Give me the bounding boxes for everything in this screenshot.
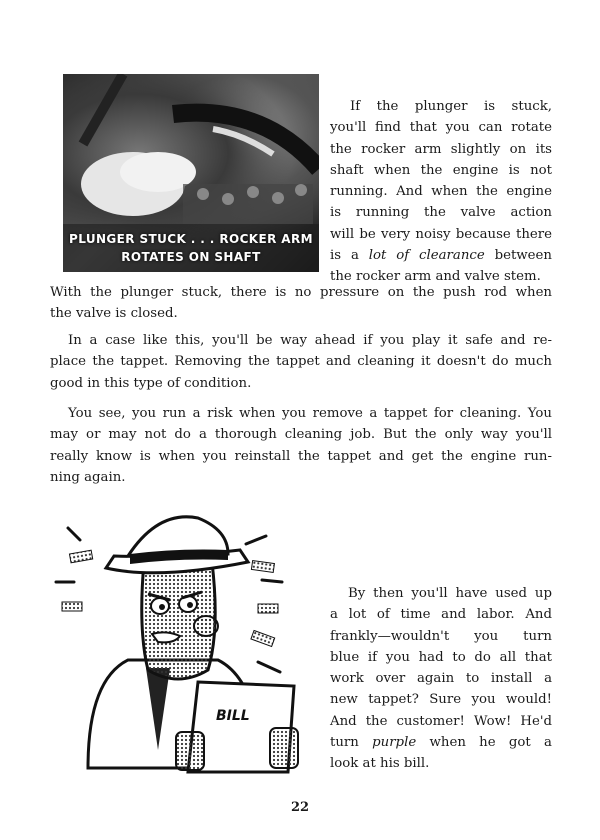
photo-caption-line1: PLUNGER STUCK . . . ROCKER ARM	[69, 232, 313, 246]
text-fragment: is a	[330, 248, 369, 264]
angry-customer-illustration	[48, 510, 328, 780]
text-line: place the tappet. Removing the tappet and cleaning it doesn't do much	[50, 354, 552, 370]
text-line: a lot of time and labor. And	[330, 607, 552, 623]
text-line: You see, you run a risk when you remove a tappet for cleaning. You	[68, 406, 552, 421]
text-line: blue if you had to do all that	[330, 649, 552, 665]
paragraph-run-a-risk	[50, 403, 552, 488]
text-line: you'll find that you can rotate	[330, 120, 552, 136]
text-line: may or may not do a thorough cleaning job. But the only way you'll	[50, 427, 552, 443]
text-line: shaft when the engine is not	[330, 162, 552, 178]
engine-photo	[63, 74, 319, 272]
text-line	[330, 245, 552, 266]
paragraph-no-pressure	[50, 282, 552, 325]
text-line	[330, 732, 552, 753]
page-number: 22	[290, 800, 310, 815]
text-line: really know is when you reinstall the tappet and get the engine run-	[50, 448, 552, 464]
text-line: is running the valve action	[330, 205, 552, 221]
text-line: frankly—wouldn't you turn	[330, 628, 552, 644]
text-line: By then you'll have used up	[348, 586, 552, 601]
angry-customer-cartoon	[48, 510, 328, 780]
emphasis-purple: purple	[372, 735, 417, 751]
text-fragment: turn	[330, 735, 373, 751]
text-line: good in this type of condition.	[50, 375, 252, 391]
text-fragment: when he got a	[416, 735, 552, 751]
text-line: the valve is closed.	[50, 306, 178, 322]
text-line: And the customer! Wow! He'd	[330, 713, 552, 729]
text-line: ning again.	[50, 469, 126, 485]
photo-caption-line2: ROTATES ON SHAFT	[121, 250, 261, 264]
bill-label: BILL	[216, 708, 250, 724]
text-line: the rocker arm slightly on its	[330, 141, 552, 157]
text-line: running. And when the engine	[330, 184, 552, 200]
emphasis-lot-of-clearance: lot of clearance	[368, 248, 485, 264]
text-fragment: between	[484, 248, 552, 264]
text-line: With the plunger stuck, there is no pressure on the push rod when	[50, 285, 552, 300]
photo-caption	[63, 230, 319, 266]
text-line: work over again to install a	[330, 671, 552, 687]
paragraph-replace-tappet	[50, 330, 552, 394]
paragraph-time-and-labor	[330, 583, 552, 775]
text-line: In a case like this, you'll be way ahead if you play it safe and re-	[68, 333, 552, 348]
text-line: new tappet? Sure you would!	[330, 692, 552, 708]
text-line: If the plunger is stuck,	[350, 99, 552, 114]
paragraph-plunger-stuck	[330, 96, 552, 288]
text-line: will be very noisy because there	[330, 226, 552, 242]
text-line: look at his bill.	[330, 756, 430, 772]
text-line: the rocker arm and valve stem.	[330, 269, 541, 285]
